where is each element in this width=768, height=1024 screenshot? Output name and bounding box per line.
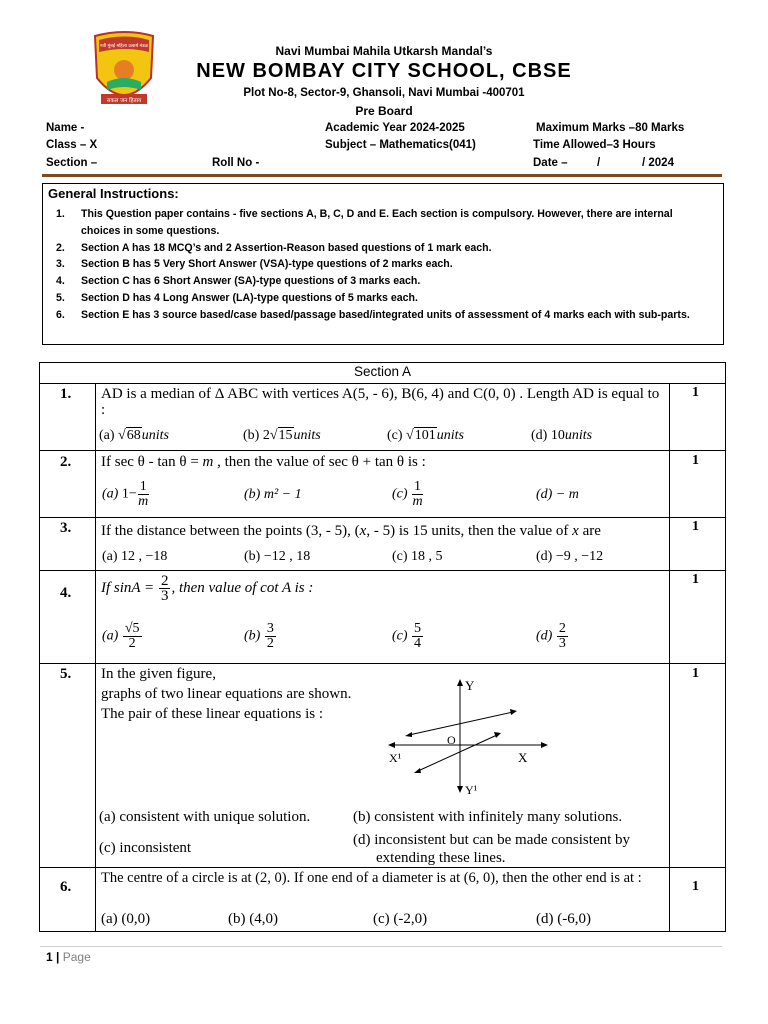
- option-b: (b) (4,0): [228, 911, 278, 927]
- table-rule: [39, 383, 726, 384]
- logo-arc-text: नवी मुंबई महिला उत्कर्ष मंडळ: [99, 44, 149, 49]
- name-label: Name -: [46, 122, 85, 134]
- option-b: (b) consistent with infinitely many solutions.: [353, 809, 623, 825]
- option-a: (a) √68units: [99, 428, 169, 443]
- option-a: (a) (0,0): [101, 911, 151, 927]
- line-1: [409, 712, 513, 735]
- instruction-item: [56, 240, 706, 257]
- table-col-rule: [669, 383, 670, 932]
- option-b: (b) −12 , 18: [244, 549, 311, 564]
- option-d: (d) (-6,0): [536, 911, 591, 927]
- instruction-number: 3.: [56, 258, 65, 271]
- page-label: Page: [62, 950, 91, 964]
- question-marks: 1: [692, 572, 699, 587]
- option-d: (d) − m: [536, 487, 579, 502]
- table-rule: [39, 570, 726, 571]
- instruction-text: Section D has 4 Long Answer (LA)-type questions of 5 marks each.: [81, 291, 418, 304]
- question-line-2: graphs of two linear equations are shown.: [101, 686, 352, 702]
- instruction-item: [56, 256, 706, 273]
- instruction-text: Section B has 5 Very Short Answer (VSA)-type questions of 2 marks each.: [81, 258, 453, 271]
- question-text: If sec θ - tan θ = m , then the value of sec θ + tan θ is :: [101, 454, 426, 470]
- table-rule: [39, 450, 726, 451]
- section-title: Section A: [353, 364, 412, 379]
- option-b: (b) m² − 1: [244, 487, 302, 502]
- max-marks: Maximum Marks –80 Marks: [536, 122, 685, 134]
- question-marks: 1: [692, 519, 699, 534]
- line-2-arrow-icon: [414, 768, 421, 773]
- instruction-number: 4.: [56, 275, 65, 288]
- question-line-3: The pair of these linear equations is :: [101, 706, 324, 722]
- table-rule: [39, 663, 726, 664]
- option-d: (d) 10units: [531, 428, 593, 443]
- academic-year: Academic Year 2024-2025: [325, 122, 465, 134]
- date-year: / 2024: [642, 157, 674, 169]
- option-d: (d) −9 , −12: [536, 549, 604, 564]
- question-line-1: In the given figure,: [101, 666, 216, 682]
- instruction-number: 6.: [56, 308, 65, 321]
- footer-divider: [40, 946, 722, 947]
- option-c: (c) inconsistent: [99, 840, 192, 856]
- question-number: 5.: [60, 666, 72, 682]
- option-a: (a) consistent with unique solution.: [99, 809, 311, 825]
- option-c: (c) $\frac{5}{4}$: [392, 621, 422, 651]
- y1-arrow-icon: [457, 786, 463, 793]
- option-d: (d) $\frac{2}{3}$: [536, 621, 566, 651]
- exam-title: Pre Board: [355, 104, 413, 118]
- line-1-arrow-icon: [405, 732, 412, 737]
- question-text: If the distance between the points (3, - 5), (x, - 5) is 15 units, then the value of x are: [101, 523, 601, 539]
- question-number: 6.: [60, 879, 72, 895]
- question-number: 1.: [60, 386, 72, 402]
- instructions-heading: General Instructions:: [48, 186, 179, 201]
- page-number: 1: [46, 950, 53, 964]
- date-label: Date –: [533, 157, 568, 169]
- instruction-number: 1.: [56, 208, 65, 220]
- instruction-text: Section C has 6 Short Answer (SA)-type questions of 3 marks each.: [81, 275, 421, 288]
- question-marks: 1: [692, 666, 699, 681]
- table-col-rule: [95, 383, 96, 932]
- label-x: X: [518, 750, 528, 765]
- instruction-text: Section E has 3 source based/case based/passage based/integrated units of assessment of 4 marks each with sub-parts.: [81, 308, 690, 321]
- school-name: NEW BOMBAY CITY SCHOOL, CBSE: [196, 60, 572, 82]
- instruction-item: [56, 307, 706, 324]
- option-c: (c) √101units: [387, 428, 464, 443]
- option-c: (c) (-2,0): [373, 911, 428, 927]
- org-name: Navi Mumbai Mahila Utkarsh Mandal’s: [275, 44, 493, 58]
- line-2-arrow-icon: [494, 732, 501, 738]
- roll-no-label: Roll No -: [212, 157, 260, 169]
- linear-equations-graph: [385, 676, 550, 796]
- instruction-number: 2.: [56, 241, 65, 254]
- y-arrow-icon: [457, 679, 463, 686]
- instructions-list: [56, 206, 706, 324]
- option-a: (a) 12 , −18: [102, 549, 168, 564]
- question-marks: 1: [692, 453, 699, 468]
- section-label: Section –: [46, 157, 98, 169]
- instruction-text: Section A has 18 MCQ’s and 2 Assertion-Reason based questions of 1 mark each.: [81, 241, 492, 254]
- label-y1: Y¹: [465, 783, 478, 796]
- label-origin: O: [447, 733, 456, 747]
- question-number: 4.: [60, 585, 72, 601]
- instruction-item: [56, 273, 706, 290]
- label-x1: X¹: [389, 751, 402, 765]
- question-number: 2.: [60, 454, 72, 470]
- footer-separator: |: [56, 950, 60, 964]
- option-d: (d) inconsistent but can be made consistent by: [353, 832, 631, 848]
- question-marks: 1: [692, 879, 699, 894]
- table-rule: [39, 517, 726, 518]
- label-y: Y: [465, 678, 475, 693]
- instruction-item: [56, 206, 706, 240]
- question-marks: 1: [692, 385, 699, 400]
- date-slash-1: /: [597, 157, 601, 169]
- option-c: (c) $\frac{1}{m}$: [392, 479, 423, 509]
- line-2: [418, 735, 497, 771]
- option-a: (a) $\frac{√5}{2}$: [102, 621, 140, 651]
- time-allowed: Time Allowed–3 Hours: [533, 139, 656, 151]
- page-footer: [46, 950, 91, 964]
- option-b: (b) $\frac{3}{2}$: [244, 621, 274, 651]
- option-d-continued: extending these lines.: [376, 850, 506, 866]
- option-a: (a) 1− $\frac{1}{m}$: [102, 479, 149, 509]
- line-1-arrow-icon: [510, 709, 517, 715]
- instruction-item: [56, 290, 706, 307]
- question-number: 3.: [60, 520, 72, 536]
- instruction-number: 5.: [56, 291, 65, 304]
- option-b: (b) 2√15units: [243, 428, 321, 443]
- subject: Subject – Mathematics(041): [325, 139, 476, 151]
- question-text: AD is a median of Δ ABC with vertices A(5, - 6), B(6, 4) and C(0, 0) . Length AD is equal to :: [101, 386, 660, 418]
- question-text: If sinA = $\frac{2}{3}$ , then value of cot A is :: [101, 573, 314, 604]
- logo-motto: सकल जन हिताय: [106, 98, 142, 104]
- question-text: The centre of a circle is at (2, 0). If one end of a diameter is at (6, 0), then the other end is at :: [101, 870, 642, 886]
- x-arrow-icon: [541, 742, 548, 748]
- class-label: Class – X: [46, 139, 98, 151]
- school-address: Plot No-8, Sector-9, Ghansoli, Navi Mumbai -400701: [243, 87, 525, 99]
- x1-arrow-icon: [388, 742, 395, 748]
- header-divider: [42, 174, 722, 177]
- instruction-text: This Question paper contains - five sections A, B, C, D and E. Each section is compulsory. However, there are internal choices in some questions.: [81, 208, 673, 237]
- option-c: (c) 18 , 5: [392, 549, 443, 564]
